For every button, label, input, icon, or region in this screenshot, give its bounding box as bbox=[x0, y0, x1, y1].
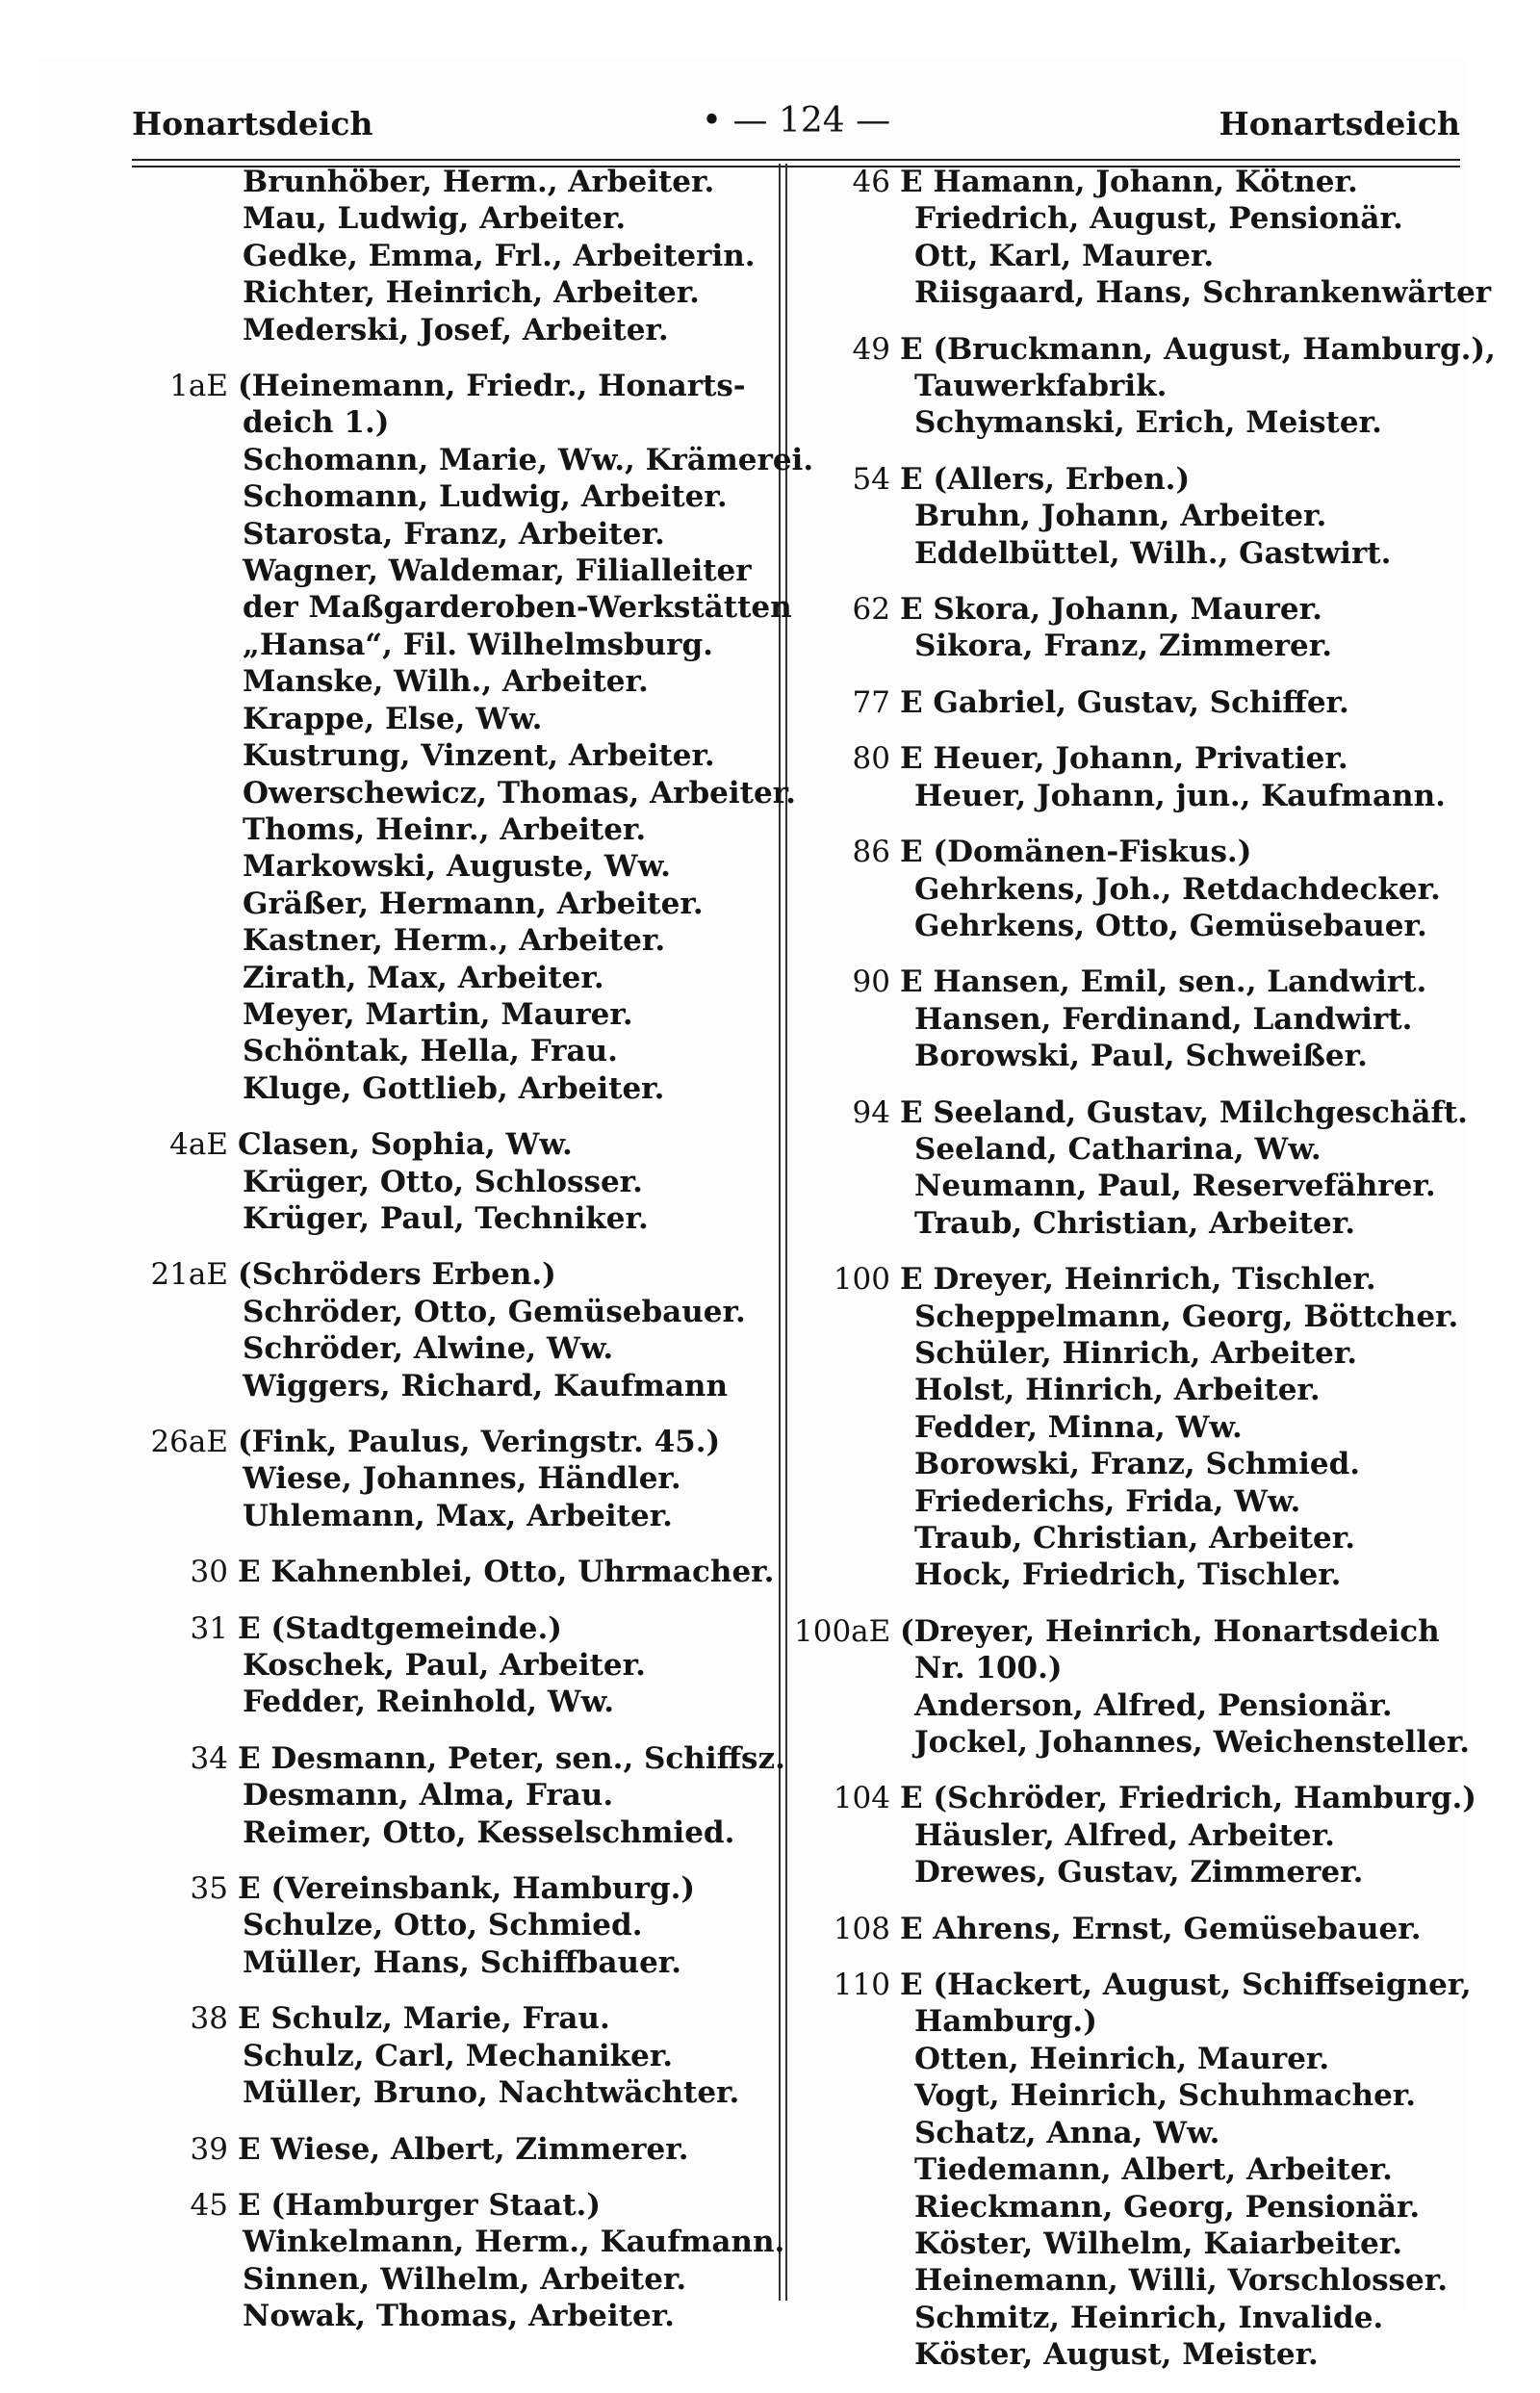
entry-text: Tauwerkfabrik. bbox=[914, 369, 1168, 404]
house-number: 62 bbox=[852, 592, 890, 628]
directory-line bbox=[132, 1740, 796, 1777]
directory-line bbox=[132, 2074, 796, 2111]
entry-text: Hansen, Ferdinand, Landwirt. bbox=[914, 1001, 1413, 1037]
directory-line bbox=[794, 1001, 1458, 1038]
directory-line bbox=[132, 312, 796, 348]
directory-line bbox=[132, 404, 796, 441]
address-block bbox=[794, 1261, 1458, 1594]
entry-text: Thoms, Heinr., Arbeiter. bbox=[243, 811, 647, 847]
directory-line bbox=[132, 2224, 796, 2260]
directory-line bbox=[794, 834, 1458, 870]
entry-text: Scheppelmann, Georg, Böttcher. bbox=[914, 1299, 1459, 1334]
house-number: 94 bbox=[852, 1094, 890, 1130]
directory-line bbox=[132, 368, 796, 404]
entry-text: der Maßgarderoben-Werkstätten bbox=[243, 590, 792, 626]
address-block bbox=[132, 2131, 796, 2168]
directory-line bbox=[794, 368, 1458, 404]
entry-text: (Dreyer, Heinrich, Honartsdeich bbox=[900, 1613, 1440, 1649]
directory-line bbox=[794, 1520, 1458, 1557]
entry-text: E Gabriel, Gustav, Schiffer. bbox=[900, 684, 1349, 720]
entry-text: Holst, Hinrich, Arbeiter. bbox=[914, 1373, 1321, 1408]
directory-line bbox=[794, 1613, 1458, 1650]
directory-line bbox=[794, 908, 1458, 944]
house-number: 1aE bbox=[169, 369, 228, 404]
address-block bbox=[132, 1870, 796, 1981]
entry-text: E (Allers, Erben.) bbox=[900, 461, 1191, 497]
entry-text: deich 1.) bbox=[243, 405, 390, 441]
directory-line bbox=[794, 1299, 1458, 1335]
directory-line bbox=[132, 1256, 796, 1293]
entry-text: Krüger, Otto, Schlosser. bbox=[243, 1164, 643, 1199]
entry-text: Schröder, Otto, Gemüsebauer. bbox=[243, 1294, 746, 1329]
entry-text: Owerschewicz, Thomas, Arbeiter. bbox=[243, 775, 796, 811]
entry-text: Krappe, Else, Ww. bbox=[243, 701, 543, 736]
entry-text: (Heinemann, Friedr., Honarts- bbox=[238, 369, 746, 404]
entry-text: Tiedemann, Albert, Arbeiter. bbox=[914, 2152, 1393, 2188]
directory-line bbox=[132, 848, 796, 885]
entry-text: Kustrung, Vinzent, Arbeiter. bbox=[243, 738, 715, 774]
entry-text: Müller, Bruno, Nachtwächter. bbox=[243, 2075, 740, 2111]
entry-text: E (Hackert, August, Schiffseigner, bbox=[900, 1968, 1472, 2003]
entry-text: Schulz, Carl, Mechaniker. bbox=[243, 2038, 674, 2073]
entry-text: Hamburg.) bbox=[914, 2004, 1097, 2040]
entry-text: Traub, Christian, Arbeiter. bbox=[914, 1205, 1355, 1241]
address-block bbox=[794, 591, 1458, 665]
entry-text: Gehrkens, Joh., Retdachdecker. bbox=[914, 871, 1441, 907]
entry-text: (Fink, Paulus, Veringstr. 45.) bbox=[238, 1425, 721, 1459]
directory-line bbox=[132, 478, 796, 515]
entry-text: Traub, Christian, Arbeiter. bbox=[914, 1521, 1355, 1556]
house-number: 80 bbox=[852, 741, 890, 777]
directory-line bbox=[132, 589, 796, 626]
entry-text: Fedder, Minna, Ww. bbox=[914, 1409, 1243, 1445]
entry-text: E Seeland, Gustav, Milchgeschäft. bbox=[900, 1094, 1468, 1130]
address-block bbox=[132, 1256, 796, 1404]
house-number: 49 bbox=[852, 331, 890, 367]
directory-line bbox=[794, 274, 1492, 311]
entry-text: E (Schröder, Friedrich, Hamburg.) bbox=[900, 1781, 1476, 1816]
entry-text: Markowski, Auguste, Ww. bbox=[243, 849, 671, 885]
directory-line bbox=[132, 922, 796, 959]
entry-text: Mau, Ludwig, Arbeiter. bbox=[243, 201, 627, 237]
directory-line bbox=[132, 996, 796, 1033]
left-column bbox=[132, 164, 814, 2354]
entry-text: Häusler, Alfred, Arbeiter. bbox=[914, 1817, 1335, 1853]
directory-line bbox=[794, 404, 1458, 441]
directory-line bbox=[132, 811, 796, 848]
address-block bbox=[794, 1613, 1471, 1762]
entry-text: Schomann, Ludwig, Arbeiter. bbox=[243, 479, 728, 515]
entry-text: Wiese, Johannes, Händler. bbox=[243, 1461, 681, 1497]
entry-text: Desmann, Alma, Frau. bbox=[243, 1778, 614, 1814]
directory-line bbox=[794, 498, 1458, 534]
entry-text: Bruhn, Johann, Arbeiter. bbox=[914, 499, 1327, 534]
entry-text: Gedke, Emma, Frl., Arbeiterin. bbox=[243, 238, 756, 273]
directory-line bbox=[794, 2262, 1458, 2299]
directory-line bbox=[794, 1483, 1458, 1520]
address-block bbox=[132, 1740, 796, 1851]
entry-text: Nowak, Thomas, Arbeiter. bbox=[243, 2299, 675, 2334]
entry-text: Starosta, Franz, Arbeiter. bbox=[243, 516, 665, 552]
entry-text: (Schröders Erben.) bbox=[238, 1257, 556, 1293]
header-rule-top bbox=[132, 159, 1460, 161]
directory-line bbox=[132, 2000, 796, 2037]
entry-text: Schulze, Otto, Schmied. bbox=[243, 1908, 643, 1943]
entry-text: Heuer, Johann, jun., Kaufmann. bbox=[914, 778, 1446, 813]
directory-line bbox=[132, 1684, 796, 1720]
house-number: 34 bbox=[190, 1740, 228, 1776]
entry-text: Otten, Heinrich, Maurer. bbox=[914, 2041, 1330, 2076]
entry-text: Ott, Karl, Maurer. bbox=[914, 238, 1215, 273]
address-block bbox=[132, 1610, 796, 1721]
entry-text: Nr. 100.) bbox=[914, 1651, 1063, 1686]
directory-line bbox=[132, 1814, 796, 1851]
directory-line bbox=[132, 1554, 796, 1590]
directory-line bbox=[794, 2226, 1458, 2262]
entry-text: Drewes, Gustav, Zimmerer. bbox=[914, 1855, 1364, 1891]
directory-line bbox=[794, 628, 1458, 664]
directory-line bbox=[794, 1335, 1458, 1372]
directory-line bbox=[132, 1126, 796, 1163]
entry-text: Eddelbüttel, Wilh., Gastwirt. bbox=[914, 535, 1392, 571]
directory-line bbox=[794, 1687, 1458, 1724]
entry-text: Sikora, Franz, Zimmerer. bbox=[914, 629, 1332, 664]
directory-line bbox=[794, 1038, 1458, 1074]
house-number: 26aE bbox=[150, 1425, 228, 1459]
house-number: 90 bbox=[852, 965, 890, 1000]
house-number: 35 bbox=[190, 1871, 228, 1907]
directory-line bbox=[132, 274, 796, 311]
house-number: 54 bbox=[852, 461, 890, 497]
directory-line bbox=[132, 1907, 796, 1943]
directory-line bbox=[132, 1200, 796, 1237]
header-street-left: Honartsdeich bbox=[132, 105, 373, 142]
directory-line bbox=[794, 200, 1458, 237]
entry-text: Seeland, Catharina, Ww. bbox=[914, 1131, 1322, 1167]
directory-line bbox=[132, 164, 796, 200]
entry-text: Clasen, Sophia, Ww. bbox=[238, 1127, 573, 1163]
directory-line bbox=[794, 1168, 1458, 1204]
directory-line bbox=[132, 960, 796, 996]
directory-line bbox=[794, 2115, 1458, 2151]
entry-text: Meyer, Martin, Maurer. bbox=[243, 996, 633, 1032]
house-number: 110 bbox=[833, 1968, 890, 2003]
house-number: 104 bbox=[833, 1781, 890, 1816]
right-column bbox=[794, 164, 1496, 2393]
directory-line bbox=[794, 2003, 1458, 2040]
directory-line bbox=[794, 1854, 1458, 1891]
directory-line bbox=[794, 2336, 1458, 2373]
directory-line bbox=[794, 964, 1458, 1000]
directory-line bbox=[794, 2151, 1458, 2188]
address-block bbox=[794, 1911, 1458, 1947]
directory-line bbox=[132, 1647, 796, 1684]
entry-text: Krüger, Paul, Techniker. bbox=[243, 1200, 649, 1236]
address-block bbox=[794, 740, 1458, 814]
directory-line bbox=[132, 1777, 796, 1814]
house-number: 86 bbox=[852, 835, 890, 870]
entry-text: Kastner, Herm., Arbeiter. bbox=[243, 923, 666, 959]
directory-line bbox=[794, 1205, 1458, 1242]
entry-text: Reimer, Otto, Kesselschmied. bbox=[243, 1814, 735, 1850]
entry-text: Schöntak, Hella, Frau. bbox=[243, 1034, 618, 1069]
address-block bbox=[794, 964, 1458, 1074]
entry-text: Zirath, Max, Arbeiter. bbox=[243, 960, 604, 995]
directory-line bbox=[132, 1498, 796, 1534]
directory-line bbox=[132, 1164, 796, 1200]
house-number: 100 bbox=[833, 1262, 890, 1298]
directory-line bbox=[794, 778, 1458, 814]
directory-line bbox=[132, 238, 796, 274]
directory-line bbox=[132, 1610, 796, 1647]
directory-line bbox=[132, 2038, 796, 2074]
directory-line bbox=[794, 684, 1458, 721]
directory-line bbox=[794, 1446, 1458, 1482]
directory-line bbox=[132, 663, 796, 700]
address-block bbox=[794, 834, 1458, 944]
header-street-right: Honartsdeich bbox=[1219, 105, 1460, 142]
entry-text: Fedder, Reinhold, Ww. bbox=[243, 1685, 615, 1720]
entry-text: E Kahnenblei, Otto, Uhrmacher. bbox=[238, 1555, 775, 1590]
house-number: 46 bbox=[852, 165, 890, 199]
entry-text: Schatz, Anna, Ww. bbox=[914, 2115, 1220, 2150]
entry-text: Uhlemann, Max, Arbeiter. bbox=[243, 1498, 673, 1533]
directory-line bbox=[794, 461, 1458, 498]
entry-text: E Dreyer, Heinrich, Tischler. bbox=[900, 1262, 1376, 1298]
directory-line bbox=[132, 200, 796, 237]
entry-text: Richter, Heinrich, Arbeiter. bbox=[243, 275, 700, 311]
directory-line bbox=[132, 1330, 796, 1367]
entry-text: Mederski, Josef, Arbeiter. bbox=[243, 312, 669, 347]
directory-line bbox=[794, 2189, 1458, 2226]
directory-line bbox=[132, 1294, 796, 1330]
entry-text: E Desmann, Peter, sen., Schiffsz. bbox=[238, 1740, 785, 1776]
house-number: 39 bbox=[190, 2131, 228, 2167]
address-block bbox=[132, 1424, 796, 1534]
entry-text: Gräßer, Hermann, Arbeiter. bbox=[243, 886, 704, 921]
directory-line bbox=[794, 535, 1458, 572]
directory-line bbox=[794, 164, 1458, 200]
entry-text: E Hamann, Johann, Kötner. bbox=[900, 165, 1358, 199]
address-block bbox=[794, 1967, 1472, 2373]
directory-line bbox=[132, 2298, 796, 2334]
house-number: 38 bbox=[190, 2001, 228, 2037]
address-block bbox=[794, 461, 1458, 572]
house-number: 77 bbox=[852, 684, 890, 720]
entry-text: Kluge, Gottlieb, Arbeiter. bbox=[243, 1070, 665, 1106]
house-number: 108 bbox=[833, 1911, 890, 1946]
entry-text: Manske, Wilh., Arbeiter. bbox=[243, 664, 649, 700]
entry-text: Schmitz, Heinrich, Invalide. bbox=[914, 2300, 1384, 2335]
address-block bbox=[794, 331, 1496, 442]
entry-text: E Skora, Johann, Maurer. bbox=[900, 592, 1322, 628]
directory-line bbox=[132, 1460, 796, 1497]
directory-line bbox=[132, 2131, 796, 2168]
directory-line bbox=[132, 737, 796, 774]
entry-text: Rieckmann, Georg, Pensionär. bbox=[914, 2189, 1421, 2225]
entry-text: E Hansen, Emil, sen., Landwirt. bbox=[900, 965, 1427, 1000]
address-block bbox=[794, 1094, 1468, 1243]
directory-line bbox=[794, 1261, 1458, 1298]
directory-line bbox=[132, 442, 814, 478]
directory-line bbox=[132, 1944, 796, 1981]
directory-line bbox=[132, 627, 796, 663]
entry-text: E (Bruckmann, August, Hamburg.), bbox=[900, 331, 1496, 367]
entry-text: Friederichs, Frida, Ww. bbox=[914, 1483, 1301, 1519]
address-block bbox=[794, 164, 1492, 312]
entry-text: E Ahrens, Ernst, Gemüsebauer. bbox=[900, 1911, 1422, 1946]
directory-line bbox=[794, 1372, 1458, 1408]
directory-line bbox=[794, 331, 1496, 368]
directory-line bbox=[132, 1070, 796, 1107]
address-block bbox=[132, 1126, 796, 1237]
entry-text: Schymanski, Erich, Meister. bbox=[914, 405, 1382, 441]
directory-line bbox=[794, 1724, 1471, 1761]
directory-line bbox=[794, 1817, 1458, 1854]
directory-line bbox=[794, 2041, 1458, 2077]
entry-text: Winkelmann, Herm., Kaufmann. bbox=[243, 2225, 785, 2260]
entry-text: Heinemann, Willi, Vorschlosser. bbox=[914, 2263, 1449, 2299]
directory-line bbox=[132, 2261, 796, 2298]
entry-text: Brunhöber, Herm., Arbeiter. bbox=[243, 165, 715, 199]
entry-text: Schomann, Marie, Ww., Krämerei. bbox=[243, 442, 814, 477]
address-block bbox=[794, 1780, 1476, 1891]
address-block bbox=[132, 164, 796, 348]
entry-text: Riisgaard, Hans, Schrankenwärter bbox=[914, 275, 1492, 311]
directory-line bbox=[132, 1033, 796, 1069]
directory-line bbox=[794, 591, 1458, 628]
directory-line bbox=[132, 1424, 796, 1460]
entry-text: Neumann, Paul, Reservefährer. bbox=[914, 1169, 1436, 1204]
entry-text: E Wiese, Albert, Zimmerer. bbox=[238, 2131, 689, 2167]
directory-line bbox=[794, 2077, 1458, 2114]
house-number: 30 bbox=[190, 1555, 228, 1590]
directory-line bbox=[794, 871, 1458, 908]
entry-text: Borowski, Franz, Schmied. bbox=[914, 1447, 1361, 1482]
directory-line bbox=[794, 1131, 1458, 1168]
entry-text: Hock, Friedrich, Tischler. bbox=[914, 1557, 1342, 1593]
address-block bbox=[132, 2187, 796, 2335]
entry-text: Friedrich, August, Pensionär. bbox=[914, 201, 1403, 237]
directory-line bbox=[132, 775, 796, 811]
entry-text: Schüler, Hinrich, Arbeiter. bbox=[914, 1335, 1358, 1371]
entry-text: Borowski, Paul, Schweißer. bbox=[914, 1039, 1368, 1074]
directory-line bbox=[794, 1557, 1458, 1593]
entry-text: Anderson, Alfred, Pensionär. bbox=[914, 1687, 1393, 1723]
entry-text: Gehrkens, Otto, Gemüsebauer. bbox=[914, 908, 1427, 943]
directory-line bbox=[794, 238, 1458, 274]
directory-page bbox=[38, 58, 1496, 2373]
page-header bbox=[132, 91, 1460, 149]
entry-text: E (Domänen-Fiskus.) bbox=[900, 835, 1252, 870]
entry-text: Jockel, Johannes, Weichensteller. bbox=[914, 1725, 1471, 1761]
directory-line bbox=[794, 2300, 1458, 2336]
house-number: 100aE bbox=[794, 1613, 891, 1649]
entry-text: Köster, August, Meister. bbox=[914, 2337, 1319, 2373]
directory-line bbox=[794, 1780, 1476, 1816]
entry-text: Müller, Hans, Schiffbauer. bbox=[243, 1944, 682, 1980]
directory-line bbox=[132, 1870, 796, 1907]
address-block bbox=[794, 684, 1458, 721]
entry-text: E (Stadtgemeinde.) bbox=[238, 1610, 562, 1646]
directory-line bbox=[794, 1094, 1468, 1131]
house-number: 4aE bbox=[169, 1127, 228, 1163]
directory-line bbox=[794, 740, 1458, 777]
directory-line bbox=[794, 1409, 1458, 1446]
directory-line bbox=[794, 1650, 1458, 1686]
entry-text: Koschek, Paul, Arbeiter. bbox=[243, 1648, 646, 1684]
address-block bbox=[132, 2000, 796, 2111]
page-number: • — 124 — bbox=[701, 101, 891, 141]
directory-line bbox=[794, 1911, 1458, 1947]
entry-text: E Schulz, Marie, Frau. bbox=[238, 2001, 610, 2037]
entry-text: E (Vereinsbank, Hamburg.) bbox=[238, 1871, 696, 1907]
entry-text: Sinnen, Wilhelm, Arbeiter. bbox=[243, 2261, 687, 2297]
directory-line bbox=[132, 886, 796, 922]
directory-line bbox=[132, 516, 796, 553]
entry-text: Wagner, Waldemar, Filialleiter bbox=[243, 553, 752, 589]
entry-text: Wiggers, Richard, Kaufmann bbox=[243, 1368, 728, 1403]
house-number: 45 bbox=[190, 2187, 228, 2223]
directory-line bbox=[794, 1967, 1472, 2003]
entry-text: „Hansa“, Fil. Wilhelmsburg. bbox=[243, 627, 713, 662]
directory-line bbox=[132, 2187, 796, 2224]
directory-line bbox=[132, 553, 796, 589]
entry-text: E (Hamburger Staat.) bbox=[238, 2187, 601, 2223]
entry-text: Schröder, Alwine, Ww. bbox=[243, 1331, 614, 1367]
directory-line bbox=[132, 701, 796, 737]
entry-text: Köster, Wilhelm, Kaiarbeiter. bbox=[914, 2226, 1403, 2261]
directory-line bbox=[132, 1368, 796, 1404]
entry-text: Vogt, Heinrich, Schuhmacher. bbox=[914, 2078, 1417, 2114]
address-block bbox=[132, 1554, 796, 1590]
address-block bbox=[132, 368, 814, 1107]
house-number: 21aE bbox=[150, 1257, 228, 1293]
house-number: 31 bbox=[190, 1610, 228, 1646]
entry-text: E Heuer, Johann, Privatier. bbox=[900, 741, 1348, 777]
